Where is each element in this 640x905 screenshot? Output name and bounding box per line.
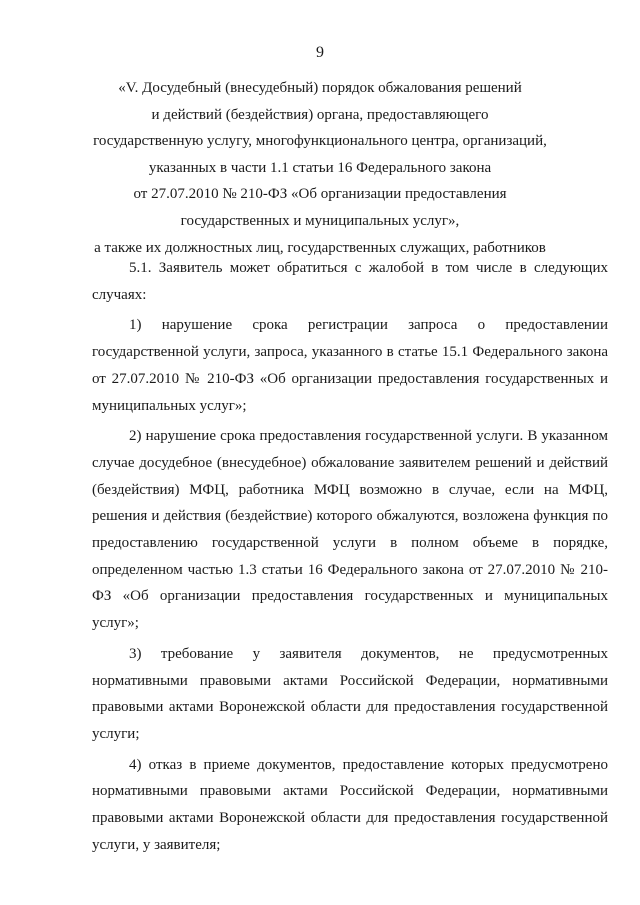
- section-title-line: государственных и муниципальных услуг»,: [180, 212, 460, 229]
- list-item-1: 1) нарушение срока регистрации запроса о предоставлении государственной услуги, запроса, указанного в статье 15.1 Федерального закона от 27.07.2010 № 210-ФЗ «Об организации предоставления государственных и муниципальных услуг»;: [92, 317, 608, 414]
- list-item-3: 3) требование у заявителя документов, не предусмотренных нормативными правовыми актами Российской Федерации, нормативными правовыми актами Воронежской области для предоставления государственной услуги;: [92, 645, 608, 742]
- section-title-line: государственную услугу, многофункционального центра, организаций,: [93, 133, 547, 150]
- list-item-2: 2) нарушение срока предоставления государственной услуги. В указанном случае досудебное (внесудебное) обжалование заявителем решений и действий (бездействия) МФЦ, работника МФЦ возможно в случае, если на МФЦ, решения и действия (бездействие) которого обжалуются, возложена функция по предоставлению государственной услуги в полном объеме в порядке, определенном частью 1.3 статьи 16 Федерального закона от 27.07.2010 № 210-ФЗ «Об организации предоставления государственных и муниципальных услуг»;: [92, 428, 608, 632]
- section-title-line: «V. Досудебный (внесудебный) порядок обжалования решений: [118, 80, 522, 96]
- page-number: 9: [316, 44, 324, 61]
- section-title-line: от 27.07.2010 № 210-ФЗ «Об организации предоставления: [133, 186, 507, 203]
- paragraph-5-1: 5.1. Заявитель может обратиться с жалобой в том числе в следующих случаях:: [92, 260, 608, 303]
- section-title-line: указанных в части 1.1 статьи 16 Федерального закона: [148, 159, 492, 176]
- list-item-4: 4) отказ в приеме документов, предоставление которых предусмотрено нормативными правовыми актами Российской Федерации, нормативными правовыми актами Воронежской области для предоставления государственной услуги, у заявителя;: [92, 756, 608, 853]
- section-title: [40, 75, 600, 261]
- section-title-line: а также их должностных лиц, государственных служащих, работников: [94, 239, 546, 256]
- body-text: [92, 255, 608, 862]
- section-title-line: и действий (бездействия) органа, предоставляющего: [151, 106, 489, 123]
